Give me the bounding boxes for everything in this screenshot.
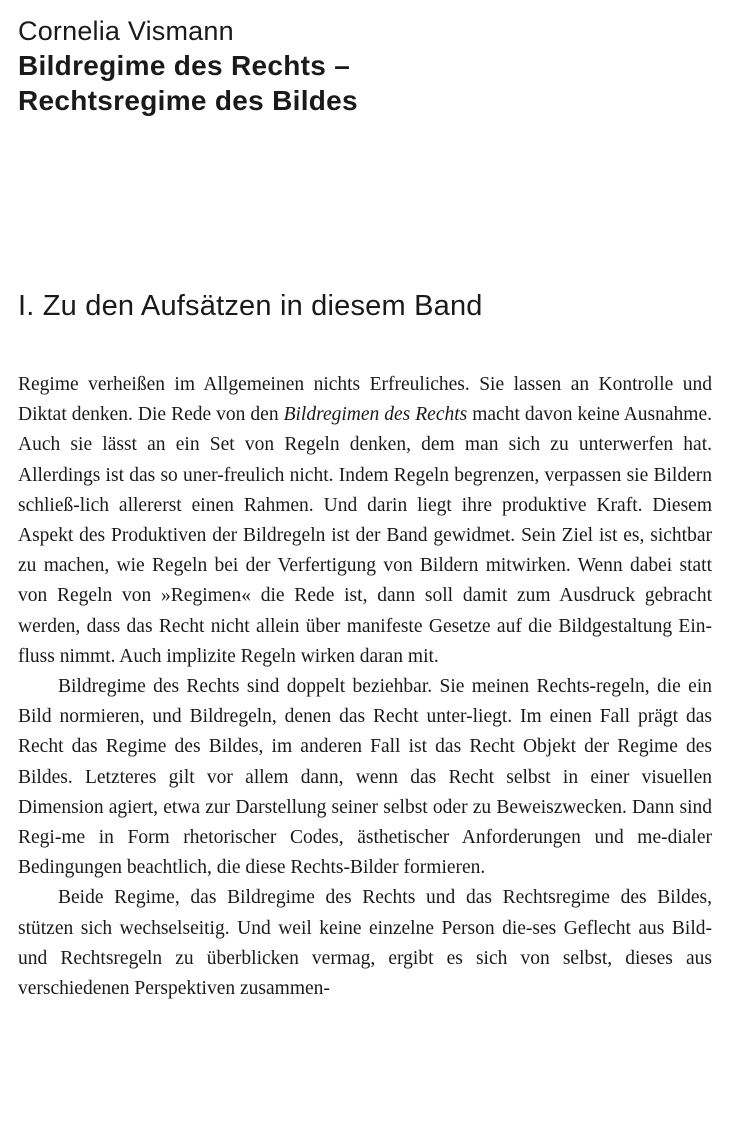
section-heading: I. Zu den Aufsätzen in diesem Band — [18, 290, 483, 322]
chapter-title-line-1: Bildregime des Rechts – — [18, 50, 351, 81]
document-page — [18, 14, 712, 1000]
paragraph-1-italic: Bildregimen des Rechts — [283, 404, 468, 426]
author-name: Cornelia Vismann — [18, 16, 234, 46]
paragraph-1-text-a: Regime verheißen im Allgemeinen nichts Erfreuliches. Sie lassen an Kontrolle und Diktat denken. Die Rede von den — [18, 374, 712, 426]
paragraph-1-text-b: macht davon keine Ausnahme. Auch sie lässt an ein Set von Regeln denken, dem man sich zu unterwerfen hat. Allerdings ist das so uner-freulich nicht. Indem Regeln begrenzen, verpassen sie Bildern schließ-lich allererst einen Rahmen. Und darin liegt ihre produktive Kraft. Diesem Aspekt des Produktiven der Bildregeln ist der Band gewidmet. Sein Ziel ist es, sichtbar zu machen, wie Regeln bei der Verfertigung von Bildern mitwirken. Wenn dabei statt von Regeln von »Regimen« die Rede ist, dann soll damit zum Ausdruck gebracht werden, dass das Recht nicht allein über manifeste Gesetze auf die Bildgestaltung Ein-fluss nimmt. Auch implizite Regeln wirken daran mit. — [18, 404, 712, 667]
paragraph-2: Bildregime des Rechts sind doppelt beziehbar. Sie meinen Rechts-regeln, die ein Bild normieren, und Bildregeln, denen das Recht unter-liegt. Im einen Fall prägt das Recht das Regime des Bildes, im anderen Fall ist das Recht Objekt der Regime des Bildes. Letzteres gilt vor allem dann, wenn das Recht selbst in einer visuellen Dimension agiert, etwa zur Darstellung seiner selbst oder zu Beweiszwecken. Dann sind Regi-me in Form rhetorischer Codes, ästhetischer Anforderungen und me-dialer Bedingungen beachtlich, die diese Rechts-Bilder formieren. — [18, 676, 712, 879]
chapter-title-line-2: Rechtsregime des Bildes — [18, 85, 358, 116]
paragraph-1 — [18, 370, 712, 672]
chapter-title — [18, 48, 712, 118]
paragraph-3: Beide Regime, das Bildregime des Rechts und das Rechtsregime des Bildes, stützen sich wechselseitig. Und weil keine einzelne Person die-ses Geflecht aus Bild- und Rechtsregeln zu überblicken vermag, ergibt es sich von selbst, dieses aus verschiedenen Perspektiven zusammen- — [18, 887, 712, 1000]
body-text — [18, 370, 712, 1004]
